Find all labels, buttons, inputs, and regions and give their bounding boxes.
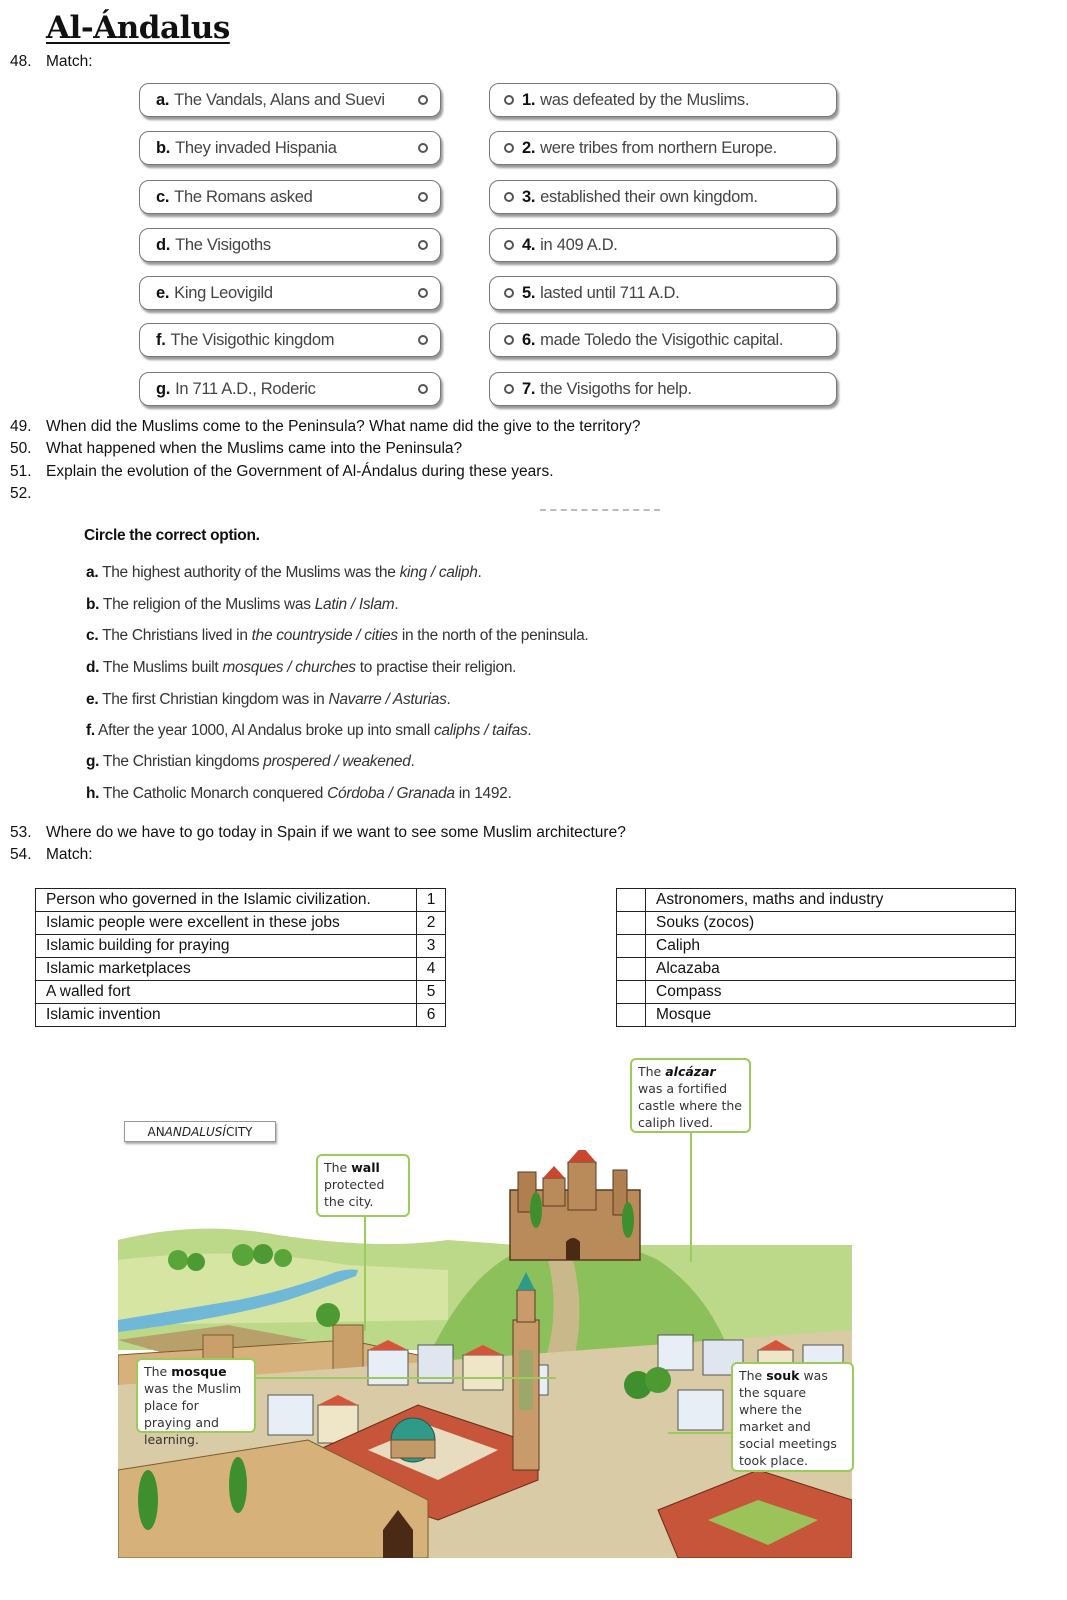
match-number: 5. <box>522 283 536 302</box>
table-cell: Astronomers, maths and industry <box>646 889 1016 912</box>
match-text: was defeated by the Muslims. <box>540 90 750 109</box>
item-options[interactable]: Latin / Islam <box>314 596 395 613</box>
question-text: What happened when the Muslims came into the Peninsula? <box>46 440 463 457</box>
match-right-4[interactable] <box>489 228 837 262</box>
item-text: to practise their religion. <box>355 659 517 676</box>
leader-line <box>668 1432 732 1434</box>
item-options[interactable]: prospered / weakened <box>263 753 411 770</box>
table-row <box>36 981 446 1004</box>
tag-text: CITY <box>225 1124 253 1139</box>
circle-item-d <box>86 659 516 677</box>
circle-item-g <box>86 753 415 771</box>
item-options[interactable]: caliphs / taifas <box>433 722 528 739</box>
match-text: in 409 A.D. <box>540 235 618 254</box>
table-cell: A walled fort <box>36 981 417 1004</box>
question-number: 52. <box>10 485 32 502</box>
tag-text: AN <box>147 1124 165 1139</box>
callout-mosque <box>136 1358 256 1447</box>
match-letter: d. <box>156 235 171 254</box>
table-row <box>617 912 1016 935</box>
match-text: established their own kingdom. <box>540 187 758 206</box>
item-text: in the north of the peninsula. <box>397 627 589 644</box>
callout-keyword: mosque <box>171 1364 227 1379</box>
callout-text: was the square where the market and social meetings took place. <box>739 1368 837 1468</box>
match-text: made Toledo the Visigothic capital. <box>540 330 784 349</box>
match-letter: b. <box>156 138 171 157</box>
connector-dot-icon[interactable] <box>504 192 514 202</box>
item-letter: g. <box>86 753 100 770</box>
question-48 <box>0 51 300 73</box>
table-row <box>617 1004 1016 1027</box>
match-number: 1. <box>522 90 536 109</box>
answer-cell[interactable] <box>617 981 646 1004</box>
match-table-right <box>616 888 1016 1027</box>
connector-dot-icon[interactable] <box>504 143 514 153</box>
match-text: The Visigothic kingdom <box>170 330 335 349</box>
match-text: The Vandals, Alans and Suevi <box>174 90 385 109</box>
callout-text: The <box>324 1160 352 1175</box>
match-right-5[interactable] <box>489 276 837 310</box>
item-text: . <box>477 564 482 581</box>
question-53 <box>0 822 800 844</box>
connector-dot-icon[interactable] <box>504 384 514 394</box>
item-text: The Catholic Monarch conquered <box>102 785 328 802</box>
item-options[interactable]: king / caliph <box>399 564 478 581</box>
table-row <box>617 935 1016 958</box>
table-cell: Alcazaba <box>646 958 1016 981</box>
table-cell-number: 1 <box>417 889 446 912</box>
callout-keyword: wall <box>351 1160 380 1175</box>
item-text: The religion of the Muslims was <box>102 596 315 613</box>
match-number: 3. <box>522 187 536 206</box>
connector-dot-icon[interactable] <box>418 288 428 298</box>
connector-dot-icon[interactable] <box>418 335 428 345</box>
connector-dot-icon[interactable] <box>418 192 428 202</box>
callout-alcazar <box>630 1058 751 1133</box>
callout-wall <box>316 1154 410 1217</box>
callout-souk <box>731 1362 854 1472</box>
table-row <box>617 958 1016 981</box>
question-49 <box>0 416 800 438</box>
andalusi-city-illustration <box>118 1150 852 1558</box>
table-cell: Mosque <box>646 1004 1016 1027</box>
leader-line <box>364 1216 366 1331</box>
callout-keyword: souk <box>766 1368 800 1383</box>
match-text: the Visigoths for help. <box>540 379 692 398</box>
circle-item-a <box>86 564 482 582</box>
match-left-d[interactable] <box>139 228 441 262</box>
callout-text: was the Muslim place for praying and learning. <box>144 1381 242 1447</box>
question-text: Explain the evolution of the Government of Al-Ándalus during these years. <box>46 463 554 480</box>
item-text: After the year 1000, Al Andalus broke up into small <box>98 722 434 739</box>
table-cell: Souks (zocos) <box>646 912 1016 935</box>
item-letter: b. <box>86 596 100 613</box>
connector-dot-icon[interactable] <box>504 95 514 105</box>
table-row <box>36 1004 446 1027</box>
question-number: 54. <box>10 846 32 863</box>
match-left-f[interactable] <box>139 323 441 357</box>
leader-line <box>256 1377 556 1379</box>
callout-text: The <box>638 1064 666 1079</box>
match-table-left <box>35 888 446 1027</box>
table-row <box>617 889 1016 912</box>
page-title: Al-Ándalus <box>46 10 230 46</box>
answer-cell[interactable] <box>617 1004 646 1027</box>
match-left-a[interactable] <box>139 83 441 117</box>
table-cell-number: 2 <box>417 912 446 935</box>
connector-dot-icon[interactable] <box>504 335 514 345</box>
match-text: King Leovigild <box>174 283 273 302</box>
item-letter: h. <box>86 785 100 802</box>
match-letter: e. <box>156 283 170 302</box>
table-cell: Islamic marketplaces <box>36 958 417 981</box>
match-text: In 711 A.D., Roderic <box>175 379 316 398</box>
table-cell: Islamic people were excellent in these jobs <box>36 912 417 935</box>
callout-text: protected the city. <box>324 1177 385 1209</box>
callout-text: was a fortified castle where the caliph lived. <box>638 1081 742 1130</box>
table-cell-number: 6 <box>417 1004 446 1027</box>
match-letter: g. <box>156 379 171 398</box>
match-letter: a. <box>156 90 170 109</box>
table-cell-number: 5 <box>417 981 446 1004</box>
item-text: . <box>394 596 399 613</box>
question-number: 50. <box>10 440 32 457</box>
item-text: The Muslims built <box>102 659 223 676</box>
match-number: 2. <box>522 138 536 157</box>
match-right-6[interactable] <box>489 323 837 357</box>
item-text: The highest authority of the Muslims was the <box>102 564 400 581</box>
item-options[interactable]: Navarre / Asturias <box>328 691 447 708</box>
match-text: The Romans asked <box>174 187 313 206</box>
match-right-3[interactable] <box>489 180 837 214</box>
match-number: 6. <box>522 330 536 349</box>
question-number: 48. <box>10 53 32 70</box>
connector-dot-icon[interactable] <box>418 384 428 394</box>
answer-cell[interactable] <box>617 889 646 912</box>
tag-text-italic: ANDALUSÍ <box>164 1124 226 1139</box>
circle-item-e <box>86 691 451 709</box>
match-right-2[interactable] <box>489 131 837 165</box>
item-letter: e. <box>86 691 99 708</box>
question-text: Match: <box>46 53 93 70</box>
item-text: . <box>527 722 532 739</box>
answer-cell[interactable] <box>617 935 646 958</box>
table-cell: Islamic invention <box>36 1004 417 1027</box>
item-letter: a. <box>86 564 99 581</box>
match-text: The Visigoths <box>175 235 271 254</box>
match-text: were tribes from northern Europe. <box>540 138 777 157</box>
item-text: . <box>410 753 415 770</box>
match-left-b[interactable] <box>139 131 441 165</box>
question-text: Where do we have to go today in Spain if we want to see some Muslim architecture? <box>46 824 626 841</box>
question-number: 53. <box>10 824 32 841</box>
match-left-e[interactable] <box>139 276 441 310</box>
match-number: 4. <box>522 235 536 254</box>
circle-heading: Circle the correct option. <box>84 527 260 544</box>
table-row <box>617 981 1016 1004</box>
table-row <box>36 889 446 912</box>
question-text: When did the Muslims come to the Peninsula? What name did the give to the territory? <box>46 418 641 435</box>
connector-dot-icon[interactable] <box>418 143 428 153</box>
match-text: lasted until 711 A.D. <box>540 283 680 302</box>
divider <box>540 509 660 511</box>
item-text: The first Christian kingdom was in <box>102 691 329 708</box>
item-letter: c. <box>86 627 99 644</box>
item-options[interactable]: mosques / churches <box>222 659 356 676</box>
circle-item-h <box>86 785 512 803</box>
table-cell: Person who governed in the Islamic civilization. <box>36 889 417 912</box>
question-number: 51. <box>10 463 32 480</box>
leader-line <box>690 1132 692 1262</box>
answer-cell[interactable] <box>617 958 646 981</box>
item-options[interactable]: the countryside / cities <box>251 627 398 644</box>
table-row <box>36 912 446 935</box>
question-50 <box>0 438 800 460</box>
item-text: . <box>446 691 451 708</box>
question-text: Match: <box>46 846 93 863</box>
question-54 <box>0 844 800 866</box>
connector-dot-icon[interactable] <box>418 240 428 250</box>
question-number: 49. <box>10 418 32 435</box>
match-left-c[interactable] <box>139 180 441 214</box>
circle-item-c <box>86 627 588 645</box>
illustration-tag <box>124 1121 276 1142</box>
item-text: The Christian kingdoms <box>102 753 264 770</box>
circle-item-b <box>86 596 398 614</box>
question-52 <box>0 483 800 505</box>
question-51 <box>0 461 800 483</box>
match-letter: c. <box>156 187 170 206</box>
match-text: They invaded Hispania <box>175 138 337 157</box>
callout-text: The <box>739 1368 767 1383</box>
match-number: 7. <box>522 379 536 398</box>
table-cell: Caliph <box>646 935 1016 958</box>
item-letter: d. <box>86 659 100 676</box>
connector-dot-icon[interactable] <box>504 288 514 298</box>
table-row <box>36 935 446 958</box>
match-right-1[interactable] <box>489 83 837 117</box>
match-letter: f. <box>156 330 166 349</box>
callout-text: The <box>144 1364 172 1379</box>
connector-dot-icon[interactable] <box>504 240 514 250</box>
table-cell-number: 4 <box>417 958 446 981</box>
match-right-7[interactable] <box>489 372 837 406</box>
table-cell: Islamic building for praying <box>36 935 417 958</box>
item-text: in 1492. <box>454 785 512 802</box>
item-letter: f. <box>86 722 95 739</box>
item-options[interactable]: Córdoba / Granada <box>327 785 455 802</box>
callout-keyword: alcázar <box>665 1064 716 1079</box>
table-cell: Compass <box>646 981 1016 1004</box>
answer-cell[interactable] <box>617 912 646 935</box>
table-cell-number: 3 <box>417 935 446 958</box>
connector-dot-icon[interactable] <box>418 95 428 105</box>
table-row <box>36 958 446 981</box>
match-left-g[interactable] <box>139 372 441 406</box>
circle-item-f <box>86 722 531 740</box>
item-text: The Christians lived in <box>102 627 252 644</box>
